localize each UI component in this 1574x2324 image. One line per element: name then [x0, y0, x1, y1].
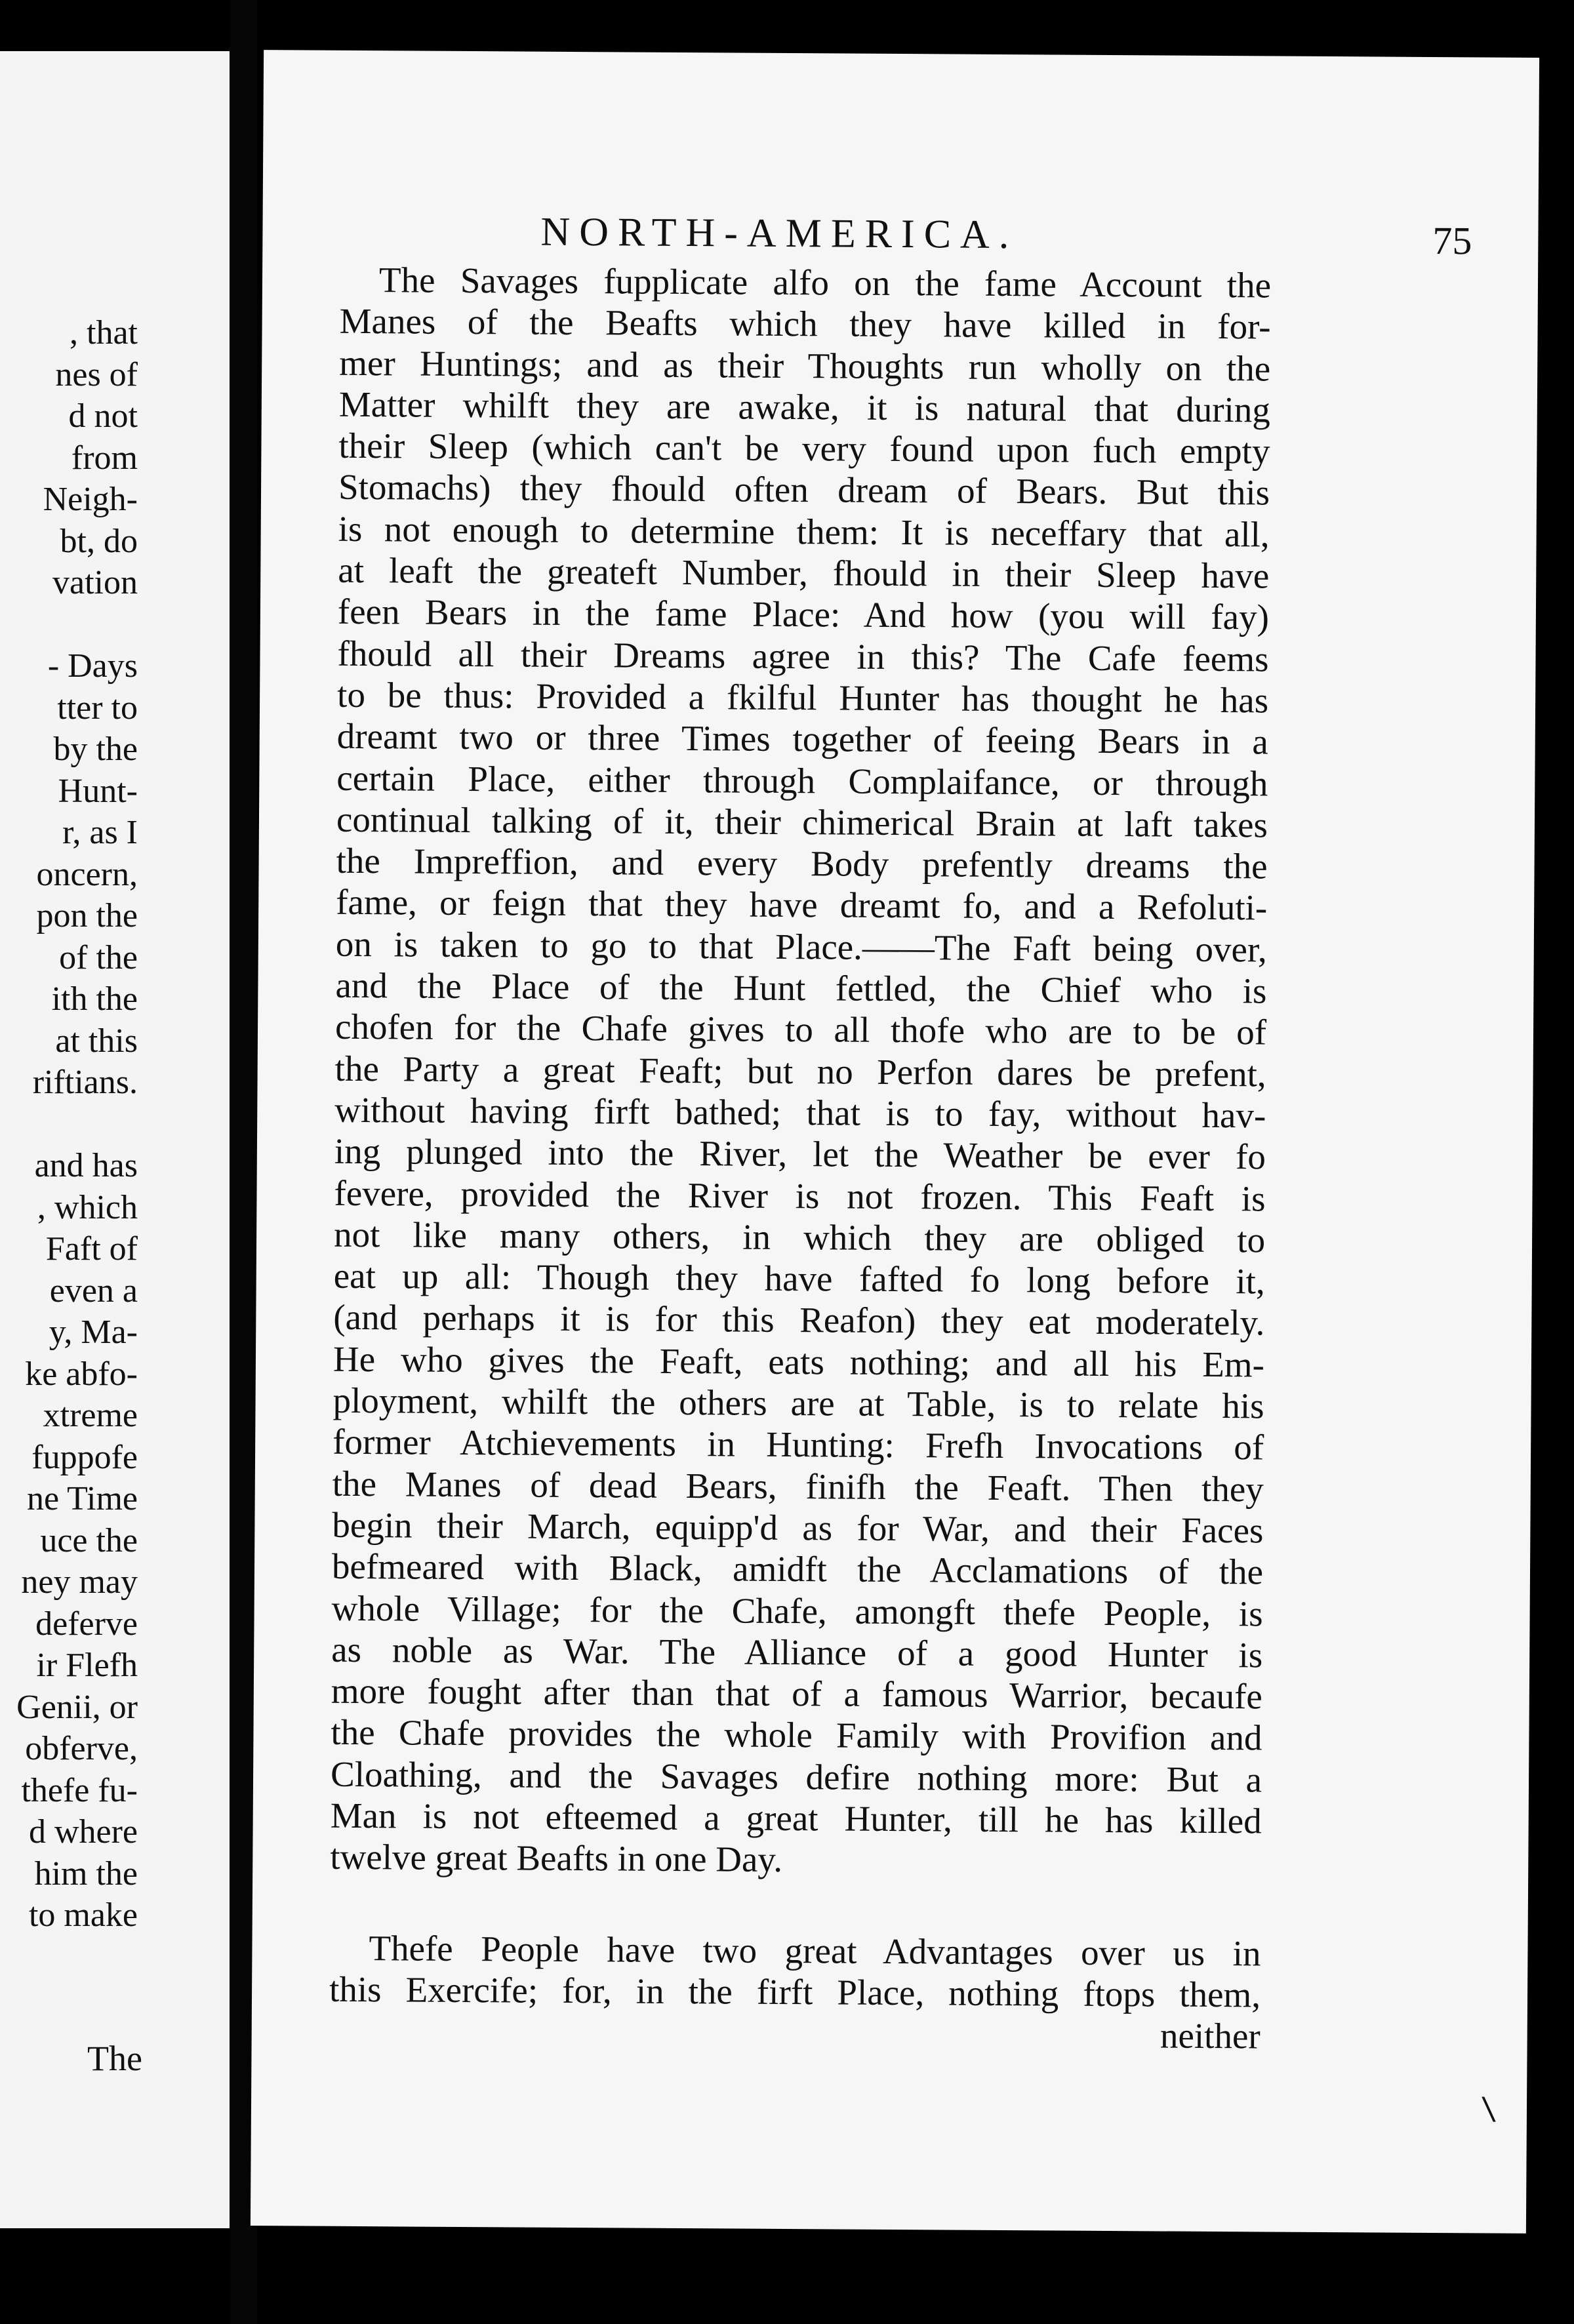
- left-page-catchword: The: [87, 2039, 142, 2078]
- paragraph-spacer: [330, 1877, 1261, 1933]
- left-page-line-fragment: d where: [28, 1813, 138, 1851]
- text-line: eat up all: Though they have fafted fo long before it,: [333, 1255, 1265, 1302]
- left-page-line-fragment: oncern,: [36, 855, 138, 893]
- text-line: feen Bears in the fame Place: And how (you will fay): [337, 591, 1270, 637]
- left-page-line-fragment: [0, 1104, 138, 1146]
- text-line: at leaft the greateft Number, fhould in their Sleep have: [338, 550, 1270, 596]
- left-page-line-fragment: of the: [59, 938, 138, 976]
- text-line: Man is not efteemed a great Hunter, till he has killed: [330, 1795, 1262, 1841]
- text-line: ing plunged into the River, let the Weather be ever fo: [334, 1131, 1266, 1177]
- left-page-line-fragment: tter to: [57, 689, 138, 727]
- left-page-line-fragment: at this: [55, 1022, 138, 1060]
- text-line: mer Huntings; and as their Thoughts run wholly on the: [339, 342, 1271, 389]
- left-page-line-fragment: [0, 604, 138, 646]
- text-line: Stomachs) they fhould often dream of Bears. But this: [338, 467, 1270, 513]
- left-page-line-fragment: uce the: [40, 1521, 138, 1559]
- text-line: and the Place of the Hunt fettled, the Chief who is: [335, 965, 1267, 1011]
- right-page: [251, 50, 1539, 2234]
- text-line: fhould all their Dreams agree in this? The Cafe feems: [337, 633, 1269, 679]
- left-page-line-fragment: by the: [53, 731, 138, 768]
- text-line: Matter whilft they are awake, it is natural that during: [338, 384, 1271, 430]
- text-line: whole Village; for the Chafe, amongft thefe People, is: [331, 1588, 1263, 1633]
- left-page-line-fragment: pon the: [36, 897, 138, 934]
- text-line: on is taken to go to that Place.——The Faft being over,: [335, 923, 1267, 970]
- left-page-line-fragment: ney may: [21, 1563, 138, 1601]
- left-page-line-fragment: Hunt-: [58, 772, 138, 810]
- left-page: [0, 51, 230, 2228]
- text-line: fevere, provided the River is not frozen. This Feaft is: [334, 1172, 1266, 1218]
- left-page-line-fragment: him the: [34, 1854, 138, 1893]
- text-line: former Atchievements in Hunting: Frefh Invocations of: [333, 1422, 1264, 1468]
- left-page-line-fragment: from: [71, 439, 138, 477]
- text-line: the Party a great Feaft; but no Perfon dares be prefent,: [334, 1048, 1266, 1094]
- left-page-line-fragment: fuppofe: [31, 1438, 138, 1476]
- left-page-line-fragment: riftians.: [32, 1064, 138, 1101]
- left-page-line-fragment: Neigh-: [43, 481, 138, 518]
- text-line: dreamt two or three Times together of feeing Bears in a: [336, 716, 1268, 762]
- text-line: is not enough to determine them: It is neceffary that all,: [338, 508, 1270, 555]
- text-line: He who gives the Feaft, eats nothing; and all his Em-: [333, 1338, 1265, 1385]
- text-line: ployment, whilft the others are at Table, is to relate his: [333, 1380, 1264, 1426]
- text-line: fame, or feign that they have dreamt fo, and a Refoluti-: [336, 882, 1268, 928]
- text-line: the Chafe provides the whole Family with Provifion and: [331, 1712, 1262, 1758]
- text-line: more fought after than that of a famous Warrior, becaufe: [331, 1670, 1263, 1717]
- text-line: Cloathing, and the Savages defire nothing more: But a: [330, 1753, 1262, 1800]
- left-page-line-fragment: y, Ma-: [49, 1313, 138, 1351]
- left-page-line-fragment: xtreme: [43, 1397, 138, 1434]
- left-page-line-fragment: , that: [70, 314, 138, 351]
- left-page-line-fragment: bt, do: [60, 522, 138, 560]
- text-line: chofen for the Chafe gives to all thofe who are to be of: [334, 1007, 1267, 1052]
- left-page-line-fragment: nes of: [55, 355, 138, 393]
- left-page-line-fragment: ith the: [51, 980, 138, 1018]
- text-line: the Impreffion, and every Body prefently dreams the: [336, 840, 1268, 887]
- text-line: as noble as War. The Alliance of a good Hunter is: [331, 1629, 1263, 1675]
- left-page-line-fragment: vation: [52, 564, 138, 601]
- paragraph-1: [330, 259, 1271, 1883]
- paragraph-2: [329, 1927, 1261, 2015]
- left-page-line-fragment: thefe fu-: [21, 1771, 138, 1809]
- left-page-line-fragment: d not: [68, 397, 138, 435]
- left-page-line-fragment: even a: [49, 1272, 138, 1310]
- left-page-text-fragments: [0, 312, 138, 1936]
- left-page-line-fragment: to make: [28, 1896, 138, 1934]
- left-page-line-fragment: deferve: [35, 1605, 138, 1643]
- text-line: Manes of the Beafts which they have killed in for-: [339, 301, 1271, 347]
- text-line: continual talking of it, their chimerical Brain at laft takes: [336, 799, 1268, 845]
- body-text: [329, 259, 1272, 2057]
- left-page-line-fragment: - Days: [47, 647, 138, 685]
- text-line: their Sleep (which can't be very found upon fuch empty: [338, 425, 1270, 471]
- text-line: certain Place, either through Complaifance, or through: [336, 757, 1268, 804]
- page-edge-mark: [1482, 2096, 1512, 2121]
- left-page-line-fragment: , which: [37, 1188, 138, 1226]
- left-page-line-fragment: r, as I: [62, 814, 138, 851]
- catchword: neither: [1160, 2015, 1261, 2056]
- text-line: The Savages fupplicate alfo on the fame Account the: [378, 260, 1272, 306]
- text-line: not like many others, in which they are obliged to: [333, 1214, 1266, 1260]
- text-line: this Exercife; for, in the firft Place, nothing ftops them,: [329, 1969, 1261, 2015]
- text-line: befmeared with Black, amidft the Acclamations of the: [331, 1546, 1264, 1592]
- left-page-line-fragment: ne Time: [26, 1480, 138, 1517]
- text-line: twelve great Beafts in one Day.: [330, 1837, 783, 1880]
- text-line: Thefe People have two great Advantages over us in: [369, 1927, 1261, 1974]
- left-page-line-fragment: obferve,: [25, 1730, 138, 1767]
- text-line: begin their March, equipp'd as for War, and their Faces: [332, 1504, 1264, 1551]
- text-line: (and perhaps it is for this Reafon) they eat moderately.: [333, 1297, 1265, 1343]
- left-page-line-fragment: and has: [34, 1147, 138, 1184]
- page-number: 75: [1432, 218, 1472, 263]
- text-line: to be thus: Provided a fkilful Hunter has thought he has: [336, 674, 1269, 721]
- left-page-line-fragment: Faft of: [45, 1230, 138, 1268]
- text-line: without having firft bathed; that is to fay, without hav-: [334, 1089, 1266, 1136]
- text-line: the Manes of dead Bears, finifh the Feaft. Then they: [332, 1463, 1264, 1510]
- running-title: NORTH-AMERICA.: [540, 209, 1019, 258]
- left-page-line-fragment: ke abfo-: [25, 1355, 138, 1393]
- left-page-line-fragment: ir Flefh: [36, 1647, 138, 1684]
- left-page-line-fragment: Genii, or: [16, 1688, 138, 1726]
